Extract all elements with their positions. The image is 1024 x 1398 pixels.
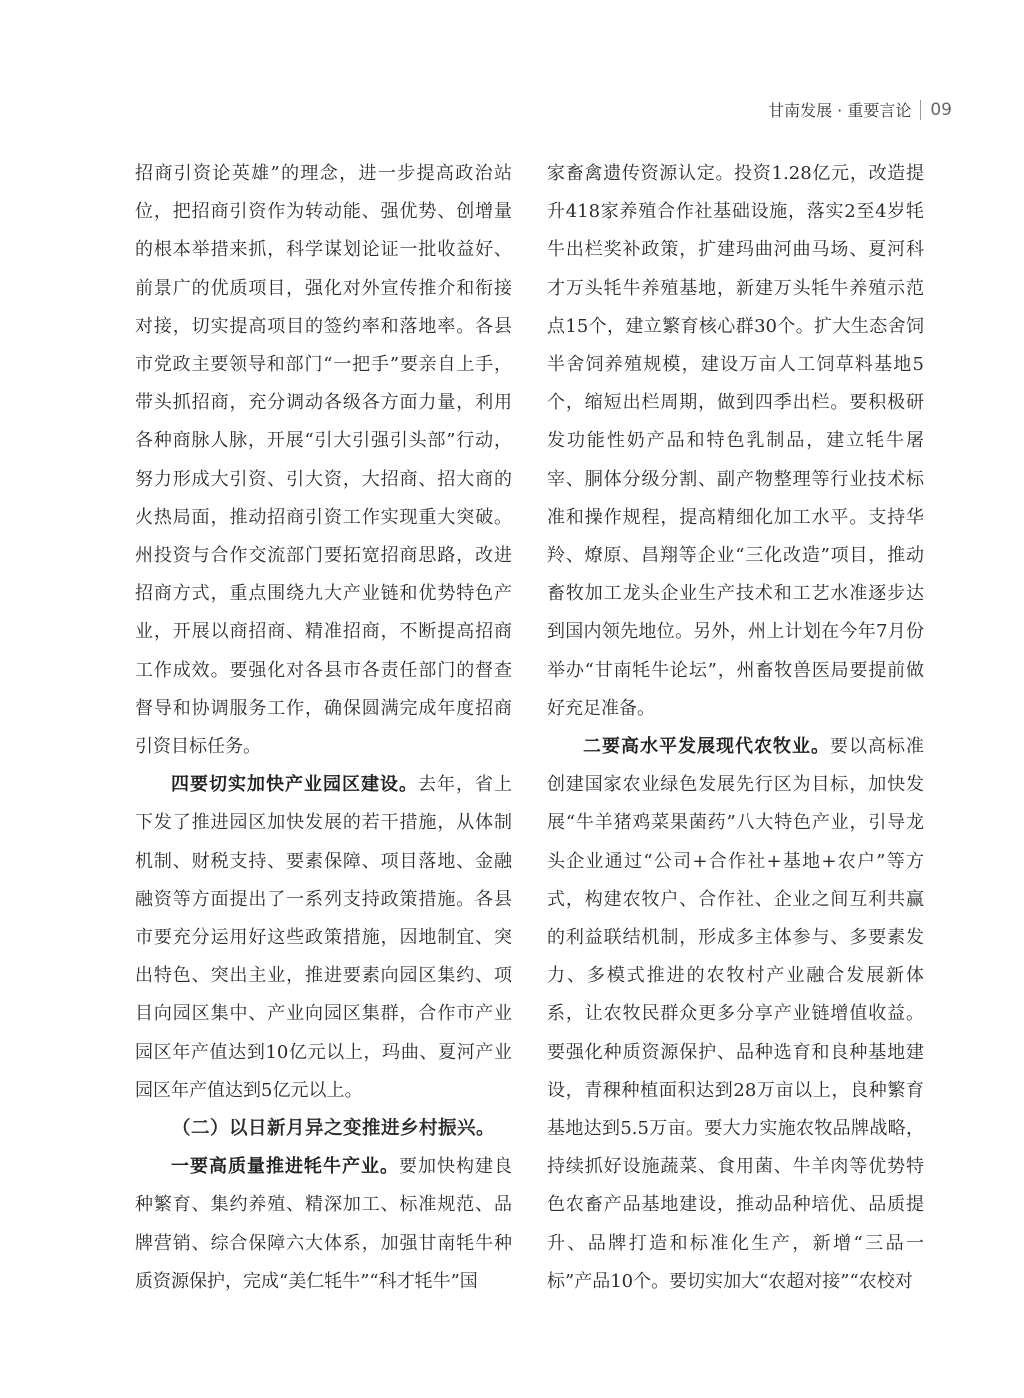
paragraph-industrial-parks <box>135 766 512 1110</box>
section-subhead: （二）以日新月异之变推进乡村振兴。 <box>172 1118 496 1140</box>
running-header <box>768 98 952 121</box>
right-column <box>547 155 924 1301</box>
paragraph-continued: 家畜禽遗传资源认定。投资1.28亿元，改造提升418家养殖合作社基础设施，落实2至4岁牦牛出栏奖补政策，扩建玛曲河曲马场、夏河科才万头牦牛养殖基地，新建万头牦牛养殖示范点15个，建立繁育核心群30个。扩大生态舍饲半舍饲养殖规模，建设万亩人工饲草料基地5个，缩短出栏周期，做到四季出栏。要积极研发功能性奶产品和特色乳制品，建立牦牛屠宰、胴体分级分割、副产物整理等行业技术标准和操作规程，提高精细化加工水平。支持华羚、燎原、昌翔等企业“三化改造”项目，推动畜牧加工龙头企业生产技术和工艺水准逐步达到国内领先地位。另外，州上计划在今年7月份举办“甘南牦牛论坛”，州畜牧兽医局要提前做好充足准备。 <box>547 163 924 719</box>
page-number: 09 <box>930 99 952 120</box>
paragraph-lead: 二要高水平发展现代农牧业。 <box>583 736 830 758</box>
paragraph-continued: 招商引资论英雄”的理念，进一步提高政治站位，把招商引资作为转动能、强优势、创增量的根本举措来抓，科学谋划论证一批收益好、前景广的优质项目，强化对外宣传推介和衔接对接，切实提高项目的签约率和落地率。各县市党政主要领导和部门“一把手”要亲自上手，带头抓招商，充分调动各级各方面力量，利用各种商脉人脉，开展“引大引强引头部”行动，努力形成大引资、引大资，大招商、招大商的火热局面，推动招商引资工作实现重大突破。州投资与合作交流部门要拓宽招商思路，改进招商方式，重点围绕九大产业链和优势特色产业，开展以商招商、精准招商，不断提高招商工作成效。要强化对各县市各责任部门的督查督导和协调服务工作，确保圆满完成年度招商引资目标任务。 <box>135 163 512 758</box>
header-divider <box>920 100 921 120</box>
paragraph-modern-agriculture <box>547 728 924 1301</box>
paragraph-lead: 四要切实加快产业园区建设。 <box>171 774 418 796</box>
left-column <box>135 155 512 1301</box>
paragraph-body: 要加快构建良种繁育、集约养殖、精深加工、标准规范、品牌营销、综合保障六大体系，加强甘南牦牛种质资源保护，完成“美仁牦牛”“科才牦牛”国 <box>135 1156 512 1292</box>
paragraph-yak-industry <box>135 1148 512 1301</box>
paragraph-body: 去年，省上下发了推进园区加快发展的若干措施，从体制机制、财税支持、要素保障、项目落地、金融融资等方面提出了一系列支持政策措施。各县市要充分运用好这些政策措施，因地制宜、突出特色、突出主业，推进要素向园区集约、项目向园区集中、产业向园区集群，合作市产业园区年产值达到10亿元以上，玛曲、夏河产业园区年产值达到5亿元以上。 <box>135 774 512 1101</box>
section-title: 甘南发展 · 重要言论 <box>768 101 912 120</box>
paragraph-lead: 一要高质量推进牦牛产业。 <box>171 1156 399 1178</box>
paragraph-body: 要以高标准创建国家农业绿色发展先行区为目标，加快发展“牛羊猪鸡菜果菌药”八大特色产业，引导龙头企业通过“公司+合作社+基地+农户”等方式，构建农牧户、合作社、企业之间互利共赢的利益联结机制，形成多主体参与、多要素发力、多模式推进的农牧村产业融合发展新体系，让农牧民群众更多分享产业链增值收益。要强化种质资源保护、品种选育和良种基地建设，青稞种植面积达到28万亩以上，良种繁育基地达到5.5万亩。要大力实施农牧品牌战略，持续抓好设施蔬菜、食用菌、牛羊肉等优势特色农畜产品基地建设，推动品种培优、品质提升、品牌打造和标准化生产，新增“三品一标”产品10个。要切实加大“农超对接”“农校对 <box>547 736 924 1292</box>
